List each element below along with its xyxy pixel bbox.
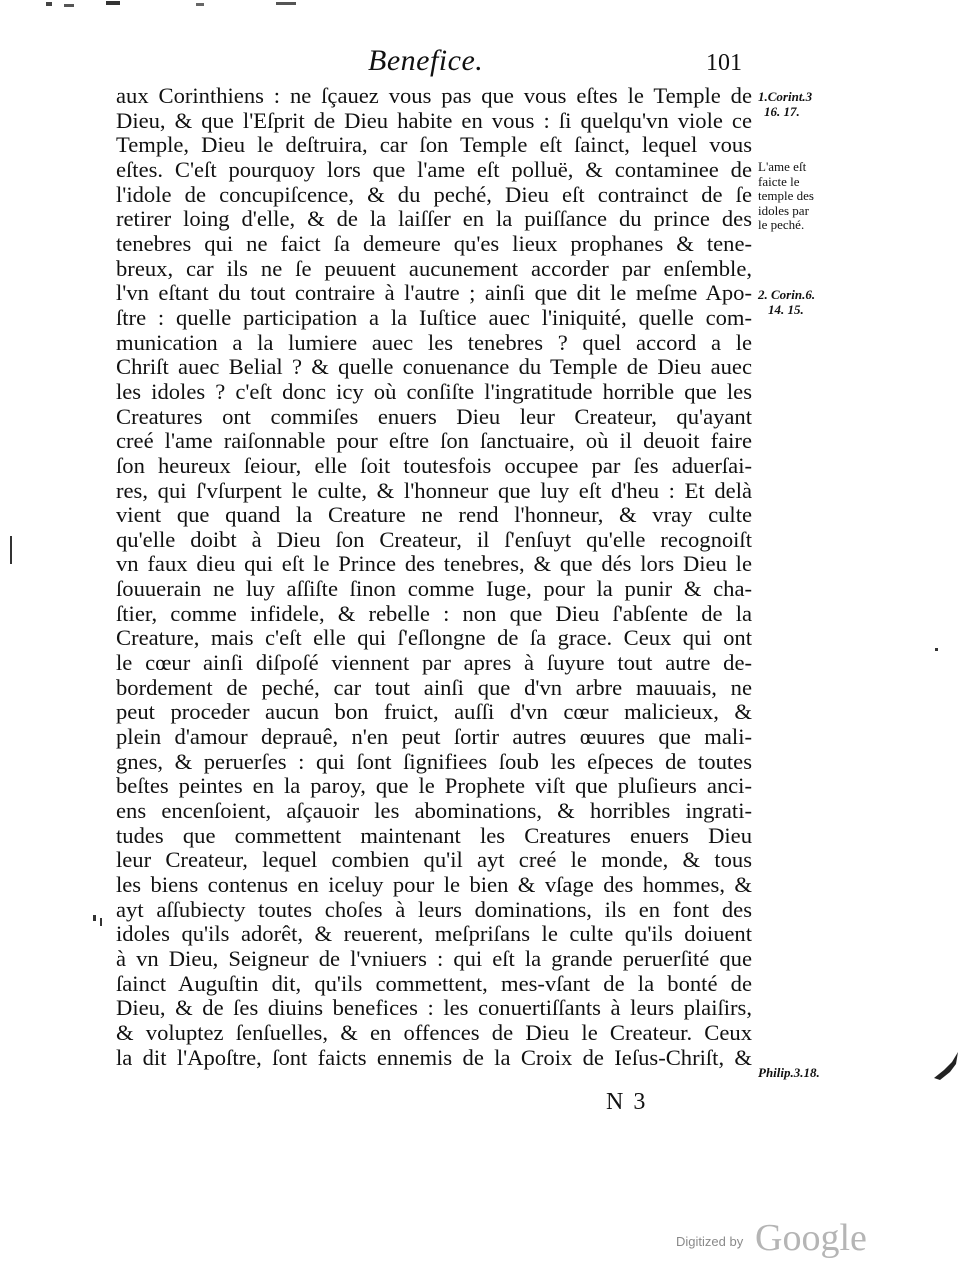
margin-note-line: temple des (758, 188, 814, 203)
body-line: gnes, & peruerſes : qui ſont ſignifiees ſoub les eſpeces de toutes (116, 748, 752, 774)
margin-note-line: idoles par (758, 202, 809, 218)
body-line: à vn Dieu, Seigneur de l'vniuers : qui eſt la grande peruerſité que (116, 945, 752, 971)
body-line: Dieu, & que l'Eſprit de Dieu habite en vous : ſi quelqu'vn viole ce (116, 107, 752, 133)
body-line: les biens contenus en iceluy pour le bien & vſage des hommes, & (116, 872, 752, 897)
body-line: Temple, Dieu le deſtruira, car ſon Temple eſt ſainct, lequel vous (116, 132, 752, 158)
margin-note-line: L'ame eſt (758, 159, 807, 174)
margin-ref-line: 16. 17. (764, 103, 800, 119)
page-number: 101 (706, 50, 742, 76)
body-line: Creatures ont commiſes enuers Dieu leur Createur, qu'ayant (116, 403, 752, 429)
scan-speck (100, 918, 102, 926)
margin-note-line: le peché. (758, 217, 805, 232)
body-line: l'idole de concupiſcence, & du peché, Dieu eſt contrainct de ſe (116, 181, 752, 207)
body-line: Dieu, & de ſes diuins benefices : les conuertiſſants à leurs plaiſirs, (116, 995, 752, 1021)
body-line: idoles qu'ils adorêt, & reuerent, meſpriſans le culte qu'ils doiuent (116, 921, 752, 947)
body-line: ſtier, comme infidele, & rebelle : non que Dieu ſ'abſente de la (116, 600, 752, 626)
body-line: beſtes peintes en la paroy, que le Prophete viſt que pluſieurs anci- (116, 773, 752, 799)
margin-note-ame-temple (758, 160, 814, 233)
digitized-by-label: Digitized by (676, 1234, 744, 1249)
body-line: peut proceder aucun bon fruict, auſſi d'vn cœur malicieux, & (116, 699, 752, 725)
body-line: Chriſt auec Belial ? & quelle conuenance du Temple de Dieu auec (116, 354, 752, 380)
body-text (116, 84, 752, 1070)
body-line: retirer loing d'elle, & de la laiſſer en la puiſſance du prince des (116, 206, 752, 232)
body-line: le cœur ainſi diſpoſé viennent par apres à ſuyure tout autre de- (116, 650, 752, 676)
scan-speck (93, 915, 96, 921)
scan-speck (10, 536, 12, 564)
body-line: qu'elle doibt à Dieu ſon Createur, il ſ'enſuyt qu'elle recognoiſt (116, 526, 752, 552)
body-line: l'vn eſtant du tout contraire à l'autre ; ainſi que dit le meſme Apo- (116, 280, 752, 306)
signature-mark: N 3 (606, 1089, 648, 1115)
body-line: vn faux dieu qui eſt le Prince des tenebres, & que dés lors Dieu le (116, 551, 752, 577)
body-line: ayt aſſubiecty toutes choſes à leurs dominations, ils en font des (116, 896, 752, 922)
body-line: vient que quand la Creature ne rend l'honneur, & vray culte (116, 502, 752, 528)
body-line: & voluptez ſenſuelles, & en offences de Dieu le Createur. Ceux (116, 1019, 752, 1045)
body-line: tudes que commettent maintenant les Creatures enuers Dieu (116, 822, 752, 848)
body-line: eſtes. C'eſt pourquoy lors que l'ame eſt polluë, & contaminee de (116, 156, 752, 182)
margin-ref-line: 14. 15. (768, 301, 804, 317)
body-line: ens encenſoient, aſçauoir les abominations, & horribles ingrati- (116, 798, 752, 824)
margin-reference-philippians (758, 1066, 820, 1081)
running-title: Benefice. (368, 44, 484, 77)
margin-ref-line: 2. Corin.6. (758, 287, 816, 302)
margin-ref-line: Philip.3.18. (758, 1065, 820, 1080)
scan-marks (46, 0, 326, 14)
body-line: res, qui ſ'vſurpent le culte, & l'honneur que luy eſt d'heu : Et delà (116, 477, 752, 503)
body-line: leur Createur, lequel combien qu'il ayt creé le monde, & tous (116, 847, 752, 873)
body-line: breux, car ils ne ſe peuuent aucunement accorder par enſemble, (116, 255, 752, 281)
body-line: aux Corinthiens : ne ſçauez vous pas que vous eſtes le Temple de (116, 83, 752, 108)
body-line: tenebres qui ne faict ſa demeure qu'es lieux prophanes & tene- (116, 230, 752, 256)
scan-speck (935, 648, 938, 651)
body-line: plein d'amour deprauê, n'en peut ſortir autres œuures que mali- (116, 724, 752, 750)
scan-blot (930, 1050, 960, 1082)
body-line: bordement de peché, car tout ainſi que d'vn arbre mauuais, ne (116, 674, 752, 700)
body-line: munication a la lumiere auec les tenebres ? quel accord a le (116, 329, 752, 355)
body-line: les idoles ? c'eſt donc icy où conſiſte l'ingratitude horrible que les (116, 378, 752, 404)
margin-note-line: faicte le (758, 173, 800, 189)
body-line: ſtre : quelle participation a la Iuſtice auec l'iniquité, quelle com- (116, 304, 752, 330)
google-logo-icon (755, 1216, 873, 1260)
svg-text:Google: Google (755, 1217, 867, 1259)
body-line: creé l'ame raiſonnable pour eſtre ſon ſanctuaire, où il deuoit faire (116, 428, 752, 454)
body-line: ſouuerain ne luy aſſiſte ſinon comme Iuge, pour la punir & cha- (116, 576, 752, 602)
body-line: la dit l'Apoſtre, ſont faicts ennemis de la Croix de Ieſus-Chriſt, & (116, 1044, 752, 1070)
margin-reference-corinthians-3 (758, 90, 812, 119)
body-line: ſainct Auguſtin dit, qu'ils commettent, mes-vſant de la bonté de (116, 970, 752, 996)
margin-ref-line: 1.Corint.3 (758, 89, 813, 104)
body-line: Creature, mais c'eſt elle qui ſ'eſlongne de ſa grace. Ceux qui ont (116, 625, 752, 651)
margin-reference-corinthians-6 (758, 288, 815, 317)
body-line: ſon heureux ſeiour, elle ſoit toutesfois occupee par ſes aduerſai- (116, 452, 752, 478)
